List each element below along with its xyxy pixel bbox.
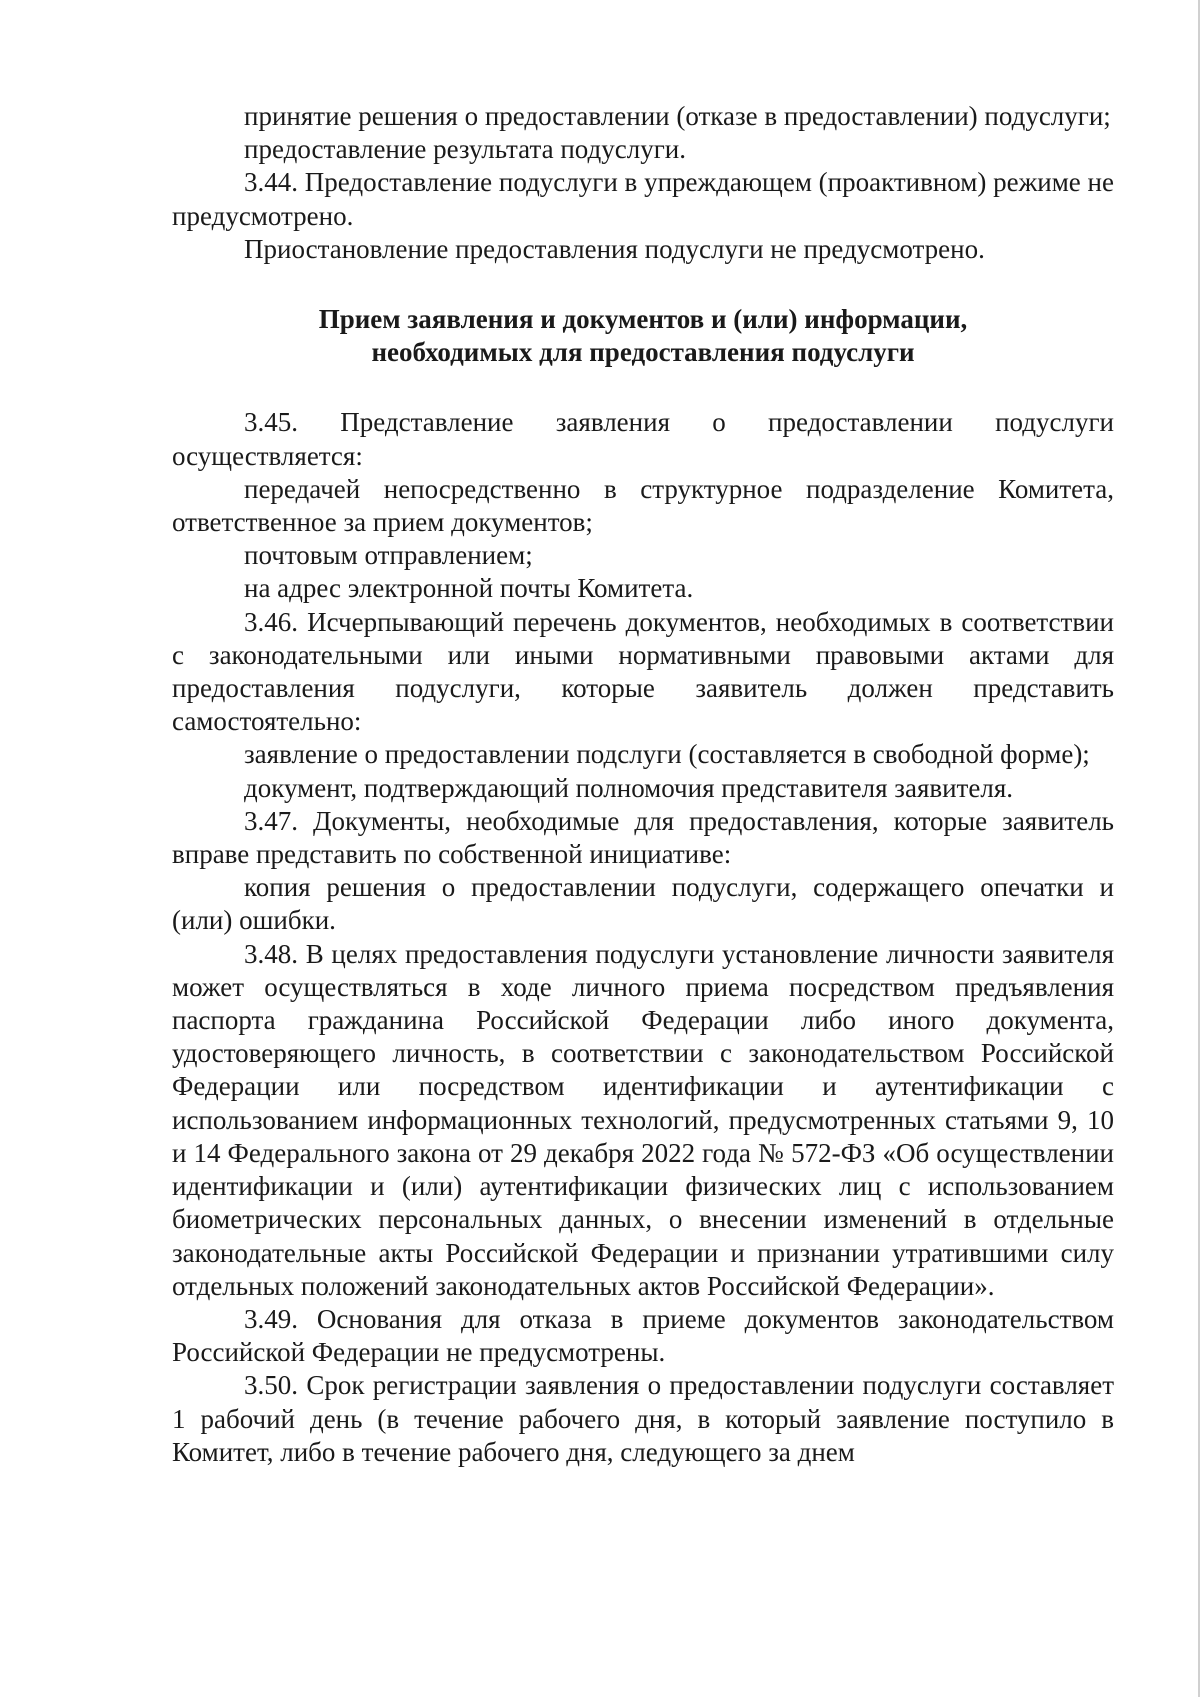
section-heading-line-1: Прием заявления и документов и (или) информации, — [318, 304, 968, 335]
paragraph: Приостановление предоставления подуслуги не предусмотрено. — [244, 233, 985, 264]
paragraph-3-44: 3.44. Предоставление подуслуги в упреждающем (проактивном) режиме не предусмотрено. — [172, 167, 1114, 231]
paragraph-3-45: 3.45. Представление заявления о предоставлении подуслуги осуществляется: — [172, 407, 1114, 471]
paragraph-3-46: 3.46. Исчерпывающий перечень документов, необходимых в соответствии с законодательными или иными нормативными правовыми актами для предоставления подуслуги, которые заявитель должен представить самостоятельно: — [172, 606, 1114, 737]
document-body — [172, 100, 1114, 1469]
paragraph-3-50: 3.50. Срок регистрации заявления о предоставлении подуслуги составляет 1 рабочий день (в течение рабочего дня, в который заявление поступило в Комитет, либо в течение рабочего дня, следующего за днем — [172, 1370, 1114, 1467]
paragraph: копия решения о предоставлении подуслуги, содержащего опечатки и (или) ошибки. — [172, 872, 1114, 936]
paragraph: предоставление результата подуслуги. — [244, 134, 686, 165]
paragraph-3-47: 3.47. Документы, необходимые для предоставления, которые заявитель вправе представить по собственной инициативе: — [172, 805, 1114, 870]
paragraph: принятие решения о предоставлении (отказе в предоставлении) подуслуги; — [244, 101, 1111, 131]
paragraph: документ, подтверждающий полномочия представителя заявителя. — [244, 772, 1013, 803]
paragraph-3-49: 3.49. Основания для отказа в приеме документов законодательством Российской Федерации не предусмотрены. — [172, 1303, 1114, 1368]
paragraph-3-48: 3.48. В целях предоставления подуслуги установление личности заявителя может осуществляться в ходе личного приема посредством предъявления паспорта гражданина Российской Федерации либо иного документа, удостоверяющего личность, в соответствии с законодательством Российской Федерации или посредством идентификации и аутентификации с использованием информационных технологий, предусмотренных статьями 9, 10 и 14 Федерального закона от 29 декабря 2022 года № 572-ФЗ «Об осуществлении идентификации и (или) аутентификации физических лиц с использованием биометрических персональных данных, о внесении изменений в отдельные законодательные акты Российской Федерации и признании утратившими силу отдельных положений законодательных актов Российской Федерации». — [172, 938, 1114, 1301]
paragraph: передачей непосредственно в структурное подразделение Комитета, ответственное за прием документов; — [172, 473, 1114, 538]
paragraph: заявление о предоставлении подслуги (составляется в свободной форме); — [244, 739, 1090, 770]
section-heading — [172, 303, 1114, 369]
paragraph: почтовым отправлением; — [244, 540, 533, 571]
paragraph: на адрес электронной почты Комитета. — [244, 573, 694, 604]
section-heading-line-2: необходимых для предоставления подуслуги — [371, 337, 915, 368]
